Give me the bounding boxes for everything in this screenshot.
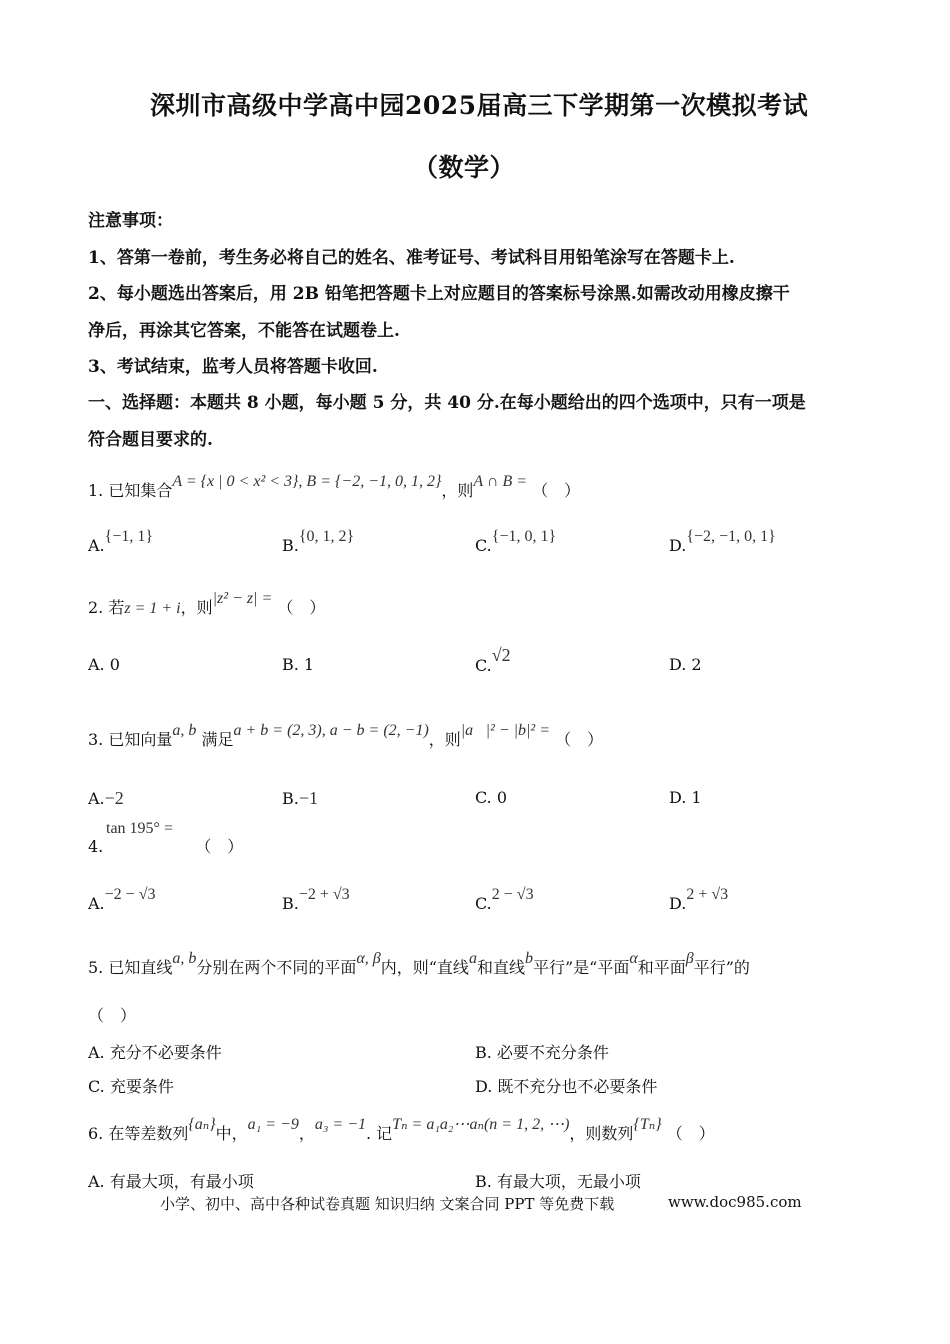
notice-item-3: 3、考试结束，监考人员将答题卡收回. [88, 357, 378, 377]
footer-text: 小学、初中、高中各种试卷真题 知识归纳 文案合同 PPT 等免费下载 [160, 1195, 615, 1213]
q5-option-a: A. 充分不必要条件 [88, 1043, 222, 1062]
q1-option-c: C.{−1, 0, 1} [475, 528, 557, 555]
q3-math-conditions: a + b = (2, 3), a − b = (2, −1) [233, 722, 429, 739]
q1-option-a: A.{−1, 1} [88, 528, 154, 555]
q3-option-d: D. 1 [669, 788, 702, 807]
notice-item-2-line1: 2、每小题选出答案后，用 2B 铅笔把答题卡上对应题目的答案标号涂黑.如需改动用橡皮擦干 [88, 284, 790, 304]
q4-option-d: D.2 + √3 [669, 886, 729, 913]
q2-math-z: z = 1 + i [124, 600, 181, 617]
q2-option-c: C.√2 [475, 645, 511, 675]
q1-option-d: D.{−2, −1, 0, 1} [669, 528, 776, 555]
q3-option-b: B.−1 [282, 788, 318, 808]
question-3: 3. 已知向量a, b 满足a + b = (2, 3), a − b = (2, −1)，则|a⃗|² − |b|² = （ ） [88, 722, 604, 749]
footer-url[interactable]: www.doc985.com [668, 1193, 802, 1211]
q6-option-a: A. 有最大项，有最小项 [88, 1172, 254, 1191]
section-heading-line2: 符合题目要求的. [88, 430, 213, 450]
section-heading-line1: 一、选择题：本题共 8 小题，每小题 5 分，共 40 分.在每小题给出的四个选项中，只有一项是 [88, 393, 806, 413]
q1-prefix: 1. 已知集合 [88, 481, 173, 500]
q2-option-b: B. 1 [282, 655, 315, 674]
q2-option-a: A. 0 [88, 655, 120, 674]
question-6: 6. 在等差数列{aₙ}中，a₁ = −9，a₃ = −1. 记Tₙ = a₁a₂⋯aₙ(n = 1, 2, ⋯)，则数列{Tₙ} （ ） [88, 1116, 715, 1143]
q1-math-sets: A = {x | 0 < x² < 3}, B = {−2, −1, 0, 1, 2} [172, 473, 442, 490]
q4-option-c: C.2 − √3 [475, 886, 534, 913]
q5-option-b: B. 必要不充分条件 [475, 1043, 609, 1062]
question-2: 2. 若z = 1 + i，则|z² − z| = （ ） [88, 590, 326, 617]
q1-mid: ，则 [441, 481, 474, 500]
notice-item-1: 1、答第一卷前，考生务必将自己的姓名、准考证号、考试科目用铅笔涂写在答题卡上. [88, 248, 735, 268]
q1-paren: （ ） [532, 481, 581, 500]
question-4: 4. （ ） [88, 837, 244, 856]
q5-option-c: C. 充要条件 [88, 1077, 174, 1096]
page-title: 深圳市高级中学高中园2025届高三下学期第一次模拟考试 [150, 91, 809, 120]
q3-option-a: A.−2 [88, 788, 124, 808]
q3-option-c: C. 0 [475, 788, 508, 807]
q4-option-a: A.−2 − √3 [88, 886, 156, 913]
q3-math-expression: |a⃗|² − |b|² = [460, 722, 551, 739]
q2-math-modulus: |z² − z| = [212, 590, 273, 607]
notice-heading: 注意事项： [88, 211, 173, 231]
q5-option-d: D. 既不充分也不必要条件 [475, 1077, 658, 1096]
q2-option-d: D. 2 [669, 655, 702, 674]
question-5: 5. 已知直线a, b分别在两个不同的平面α, β内，则“直线a和直线b平行”是“平面α和平面β平行”的 [88, 950, 750, 977]
page-subtitle: （数学） [413, 153, 516, 182]
question-1 [88, 473, 581, 501]
notice-item-2-line2: 净后，再涂其它答案，不能答在试题卷上. [88, 321, 400, 341]
q6-option-b: B. 有最大项，无最小项 [475, 1172, 641, 1191]
q1-math-intersection: A ∩ B = [473, 473, 528, 490]
q3-math-vectors: a, b [172, 722, 197, 739]
q1-option-b: B.{0, 1, 2} [282, 528, 355, 555]
q4-math-tan: tan 195° = [106, 820, 173, 837]
q5-paren: （ ） [88, 1006, 137, 1025]
q4-option-b: B.−2 + √3 [282, 886, 350, 913]
